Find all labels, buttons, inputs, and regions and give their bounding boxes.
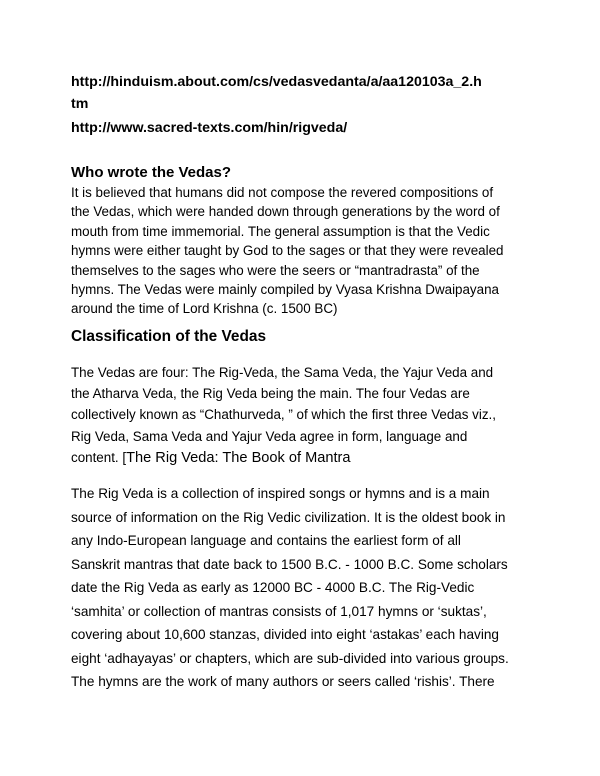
text-line: the Atharva Veda, the Rig Veda being the main. The four Vedas are [71,386,470,402]
text-line: hymns. The Vedas were mainly compiled by Vyasa Krishna Dwaipayana [71,282,499,298]
text-line: date the Rig Veda as early as 12000 BC - 4000 B.C. The Rig-Vedic [71,580,475,595]
text-line: The Rig Veda is a collection of inspired songs or hymns and is a main [71,486,490,501]
paragraph-rig-veda [71,482,541,694]
text-line: Sanskrit mantras that date back to 1500 B.C. - 1000 B.C. Some scholars [71,556,508,572]
paragraph-classification [71,362,541,469]
text-line: The Vedas are four: The Rig-Veda, the Sama Veda, the Yajur Veda and [71,365,494,380]
text-line: collectively known as “Chathurveda, ” of which the first three Vedas viz., [71,407,496,423]
heading-classification: Classification of the Vedas [71,328,267,345]
text-line: The hymns are the work of many authors or seers called ‘rishis’. There [71,674,495,689]
text-line: source of information on the Rig Vedic civilization. It is the oldest book in [71,509,506,525]
text-line: mouth from time immemorial. The general assumption is that the Vedic [71,223,490,239]
text-fragment: content. [ [71,449,127,465]
text-line: any Indo-European language and contains the earliest form of all [71,533,461,548]
source-link-2[interactable]: http://www.sacred-texts.com/hin/rigveda/ [71,120,348,136]
text-line: hymns were either taught by God to the sages or that they were revealed [71,243,504,259]
paragraph-who-wrote [71,183,541,319]
source-link-1-continued[interactable]: tm [71,96,89,112]
text-line: eight ‘adhayayas’ or chapters, which are sub-divided into various groups. [71,650,509,666]
text-line: themselves to the sages who were the seers or “mantradrasta” of the [71,262,480,278]
text-line: Rig Veda, Sama Veda and Yajur Veda agree in form, language and [71,428,468,444]
text-line: It is believed that humans did not compose the revered compositions of [71,185,494,200]
source-link-1[interactable]: http://hinduism.about.com/cs/vedasvedanta/a/aa120103a_2.h [71,74,482,90]
heading-rig-veda-inline: The Rig Veda: The Book of Mantra [126,449,351,466]
text-line: covering about 10,600 stanzas, divided into eight ‘astakas’ each having [71,627,499,642]
text-line: ‘samhita’ or collection of mantras consists of 1,017 hymns or ‘suktas’, [71,603,487,619]
text-line: the Vedas, which were handed down through generations by the word of [71,204,500,220]
heading-who-wrote-vedas: Who wrote the Vedas? [71,164,232,181]
text-line: around the time of Lord Krishna (c. 1500 BC) [71,301,338,317]
text-line [71,447,541,469]
